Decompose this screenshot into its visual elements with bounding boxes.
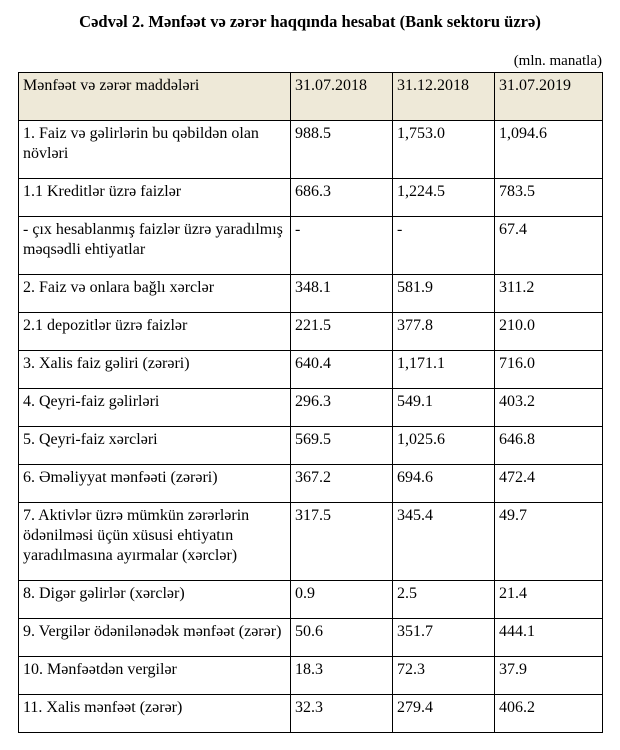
row-value: 1,171.1 <box>393 350 495 388</box>
row-value: 348.1 <box>291 274 393 312</box>
row-label: 8. Digər gəlirlər (xərclər) <box>19 580 291 618</box>
row-value: 18.3 <box>291 656 393 694</box>
row-label: 9. Vergilər ödənilənədək mənfəət (zərər) <box>19 618 291 656</box>
row-label: 5. Qeyri-faiz xərcləri <box>19 426 291 464</box>
table-row <box>19 178 603 216</box>
table-row <box>19 502 603 580</box>
row-value: 37.9 <box>495 656 603 694</box>
row-value: 1,025.6 <box>393 426 495 464</box>
table-row <box>19 464 603 502</box>
row-value: 210.0 <box>495 312 603 350</box>
table-row <box>19 388 603 426</box>
row-value: 345.4 <box>393 502 495 580</box>
row-value: 311.2 <box>495 274 603 312</box>
row-value: 783.5 <box>495 178 603 216</box>
row-value: 49.7 <box>495 502 603 580</box>
row-label: 11. Xalis mənfəət (zərər) <box>19 694 291 732</box>
table-row <box>19 426 603 464</box>
row-value: 72.3 <box>393 656 495 694</box>
row-value: 351.7 <box>393 618 495 656</box>
row-value: 694.6 <box>393 464 495 502</box>
table-row <box>19 656 603 694</box>
row-value: 1,224.5 <box>393 178 495 216</box>
row-value: 377.8 <box>393 312 495 350</box>
table-row <box>19 216 603 274</box>
table-row <box>19 580 603 618</box>
row-value: 640.4 <box>291 350 393 388</box>
row-value: - <box>291 216 393 274</box>
row-value: 296.3 <box>291 388 393 426</box>
row-value: 1,753.0 <box>393 120 495 178</box>
row-label: 1.1 Kreditlər üzrə faizlər <box>19 178 291 216</box>
row-value: 1,094.6 <box>495 120 603 178</box>
row-value: 367.2 <box>291 464 393 502</box>
row-label: 3. Xalis faiz gəliri (zərəri) <box>19 350 291 388</box>
row-value: 50.6 <box>291 618 393 656</box>
row-label: 2. Faiz və onlara bağlı xərclər <box>19 274 291 312</box>
row-value: 2.5 <box>393 580 495 618</box>
row-value: 686.3 <box>291 178 393 216</box>
table-row <box>19 694 603 732</box>
profit-loss-table <box>18 72 603 733</box>
row-value: 549.1 <box>393 388 495 426</box>
row-label: 6. Əməliyyat mənfəəti (zərəri) <box>19 464 291 502</box>
row-value: - <box>393 216 495 274</box>
row-value: 0.9 <box>291 580 393 618</box>
row-label: 1. Faiz və gəlirlərin bu qəbildən olan növləri <box>19 120 291 178</box>
row-value: 67.4 <box>495 216 603 274</box>
row-value: 21.4 <box>495 580 603 618</box>
row-value: 279.4 <box>393 694 495 732</box>
row-value: 221.5 <box>291 312 393 350</box>
table-row <box>19 312 603 350</box>
table-row <box>19 350 603 388</box>
row-value: 406.2 <box>495 694 603 732</box>
table-row <box>19 274 603 312</box>
row-value: 444.1 <box>495 618 603 656</box>
table-row <box>19 120 603 178</box>
row-value: 988.5 <box>291 120 393 178</box>
column-header-date-2: 31.12.2018 <box>393 72 495 120</box>
row-value: 581.9 <box>393 274 495 312</box>
column-header-items: Mənfəət və zərər maddələri <box>19 72 291 120</box>
row-value: 569.5 <box>291 426 393 464</box>
row-value: 32.3 <box>291 694 393 732</box>
table-row <box>19 618 603 656</box>
page-title: Cədvəl 2. Mənfəət və zərər haqqında hesabat (Bank sektoru üzrə) <box>79 12 541 31</box>
column-header-date-3: 31.07.2019 <box>495 72 603 120</box>
row-value: 646.8 <box>495 426 603 464</box>
row-value: 716.0 <box>495 350 603 388</box>
row-value: 472.4 <box>495 464 603 502</box>
table-header-row <box>19 72 603 120</box>
row-label: 4. Qeyri-faiz gəlirləri <box>19 388 291 426</box>
row-label: 7. Aktivlər üzrə mümkün zərərlərin ödənilməsi üçün xüsusi ehtiyatın yaradılmasına ayırmalar (xərclər) <box>19 502 291 580</box>
column-header-date-1: 31.07.2018 <box>291 72 393 120</box>
unit-note: (mln. manatla) <box>513 52 602 69</box>
row-label: 10. Mənfəətdən vergilər <box>19 656 291 694</box>
row-value: 403.2 <box>495 388 603 426</box>
row-label: 2.1 depozitlər üzrə faizlər <box>19 312 291 350</box>
row-label: - çıx hesablanmış faizlər üzrə yaradılmış məqsədli ehtiyatlar <box>19 216 291 274</box>
row-value: 317.5 <box>291 502 393 580</box>
